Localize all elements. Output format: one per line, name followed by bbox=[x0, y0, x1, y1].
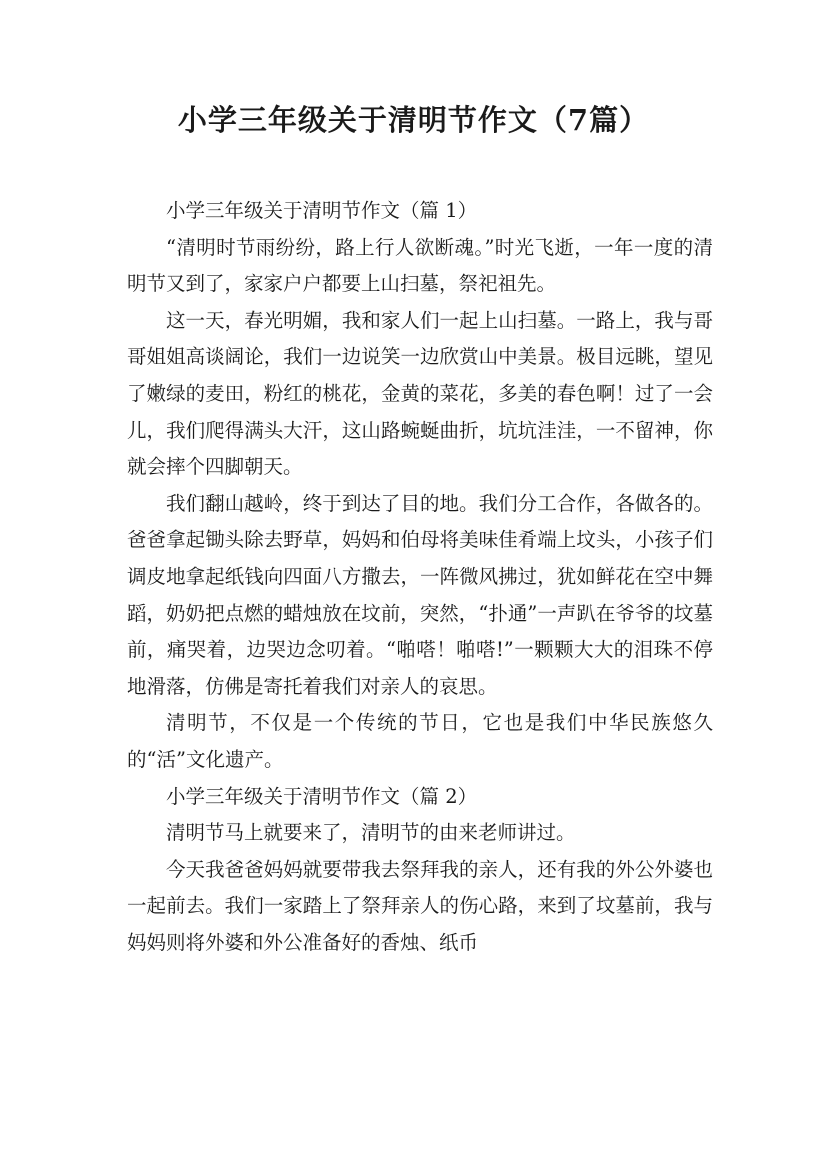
paragraph: 这一天，春光明媚，我和家人们一起上山扫墓。一路上，我与哥哥姐姐高谈阔论，我们一边说笑一边欣赏山中美景。极目远眺，望见了嫩绿的麦田，粉红的桃花，金黄的菜花，多美的春色啊！过了一会儿，我们爬得满头大汗，这山路蜿蜒曲折，坑坑洼洼，一不留神，你就会摔个四脚朝天。 bbox=[127, 308, 713, 479]
essay-heading-1: 小学三年级关于清明节作文（篇 1） bbox=[166, 199, 478, 222]
document-body bbox=[127, 193, 713, 961]
document-title: 小学三年级关于清明节作文（7篇） bbox=[177, 103, 650, 137]
paragraph: 今天我爸爸妈妈就要带我去祭拜我的亲人，还有我的外公外婆也一起前去。我们一家踏上了祭拜亲人的伤心路，来到了坟墓前，我与妈妈则将外婆和外公准备好的香烛、纸币 bbox=[127, 857, 713, 954]
paragraph: 我们翻山越岭，终于到达了目的地。我们分工合作，各做各的。爸爸拿起锄头除去野草，妈妈和伯母将美味佳肴端上坟头，小孩子们调皮地拿起纸钱向四面八方撒去，一阵微风拂过，犹如鲜花在空中舞蹈，奶奶把点燃的蜡烛放在坟前，突然，“扑通”一声趴在爷爷的坟墓前，痛哭着，边哭边念叨着。“啪嗒！啪嗒!”一颗颗大大的泪珠不停地滑落，仿佛是寄托着我们对亲人的哀思。 bbox=[127, 491, 713, 698]
paragraph: 清明节，不仅是一个传统的节日，它也是我们中华民族悠久的“活”文化遗产。 bbox=[127, 711, 713, 771]
paragraph: 清明节马上就要来了，清明节的由来老师讲过。 bbox=[166, 821, 576, 845]
paragraph: “清明时节雨纷纷，路上行人欲断魂。”时光飞逝，一年一度的清明节又到了，家家户户都要上山扫墓，祭祀祖先。 bbox=[127, 235, 713, 296]
essay-heading-2: 小学三年级关于清明节作文（篇 2） bbox=[166, 784, 478, 808]
